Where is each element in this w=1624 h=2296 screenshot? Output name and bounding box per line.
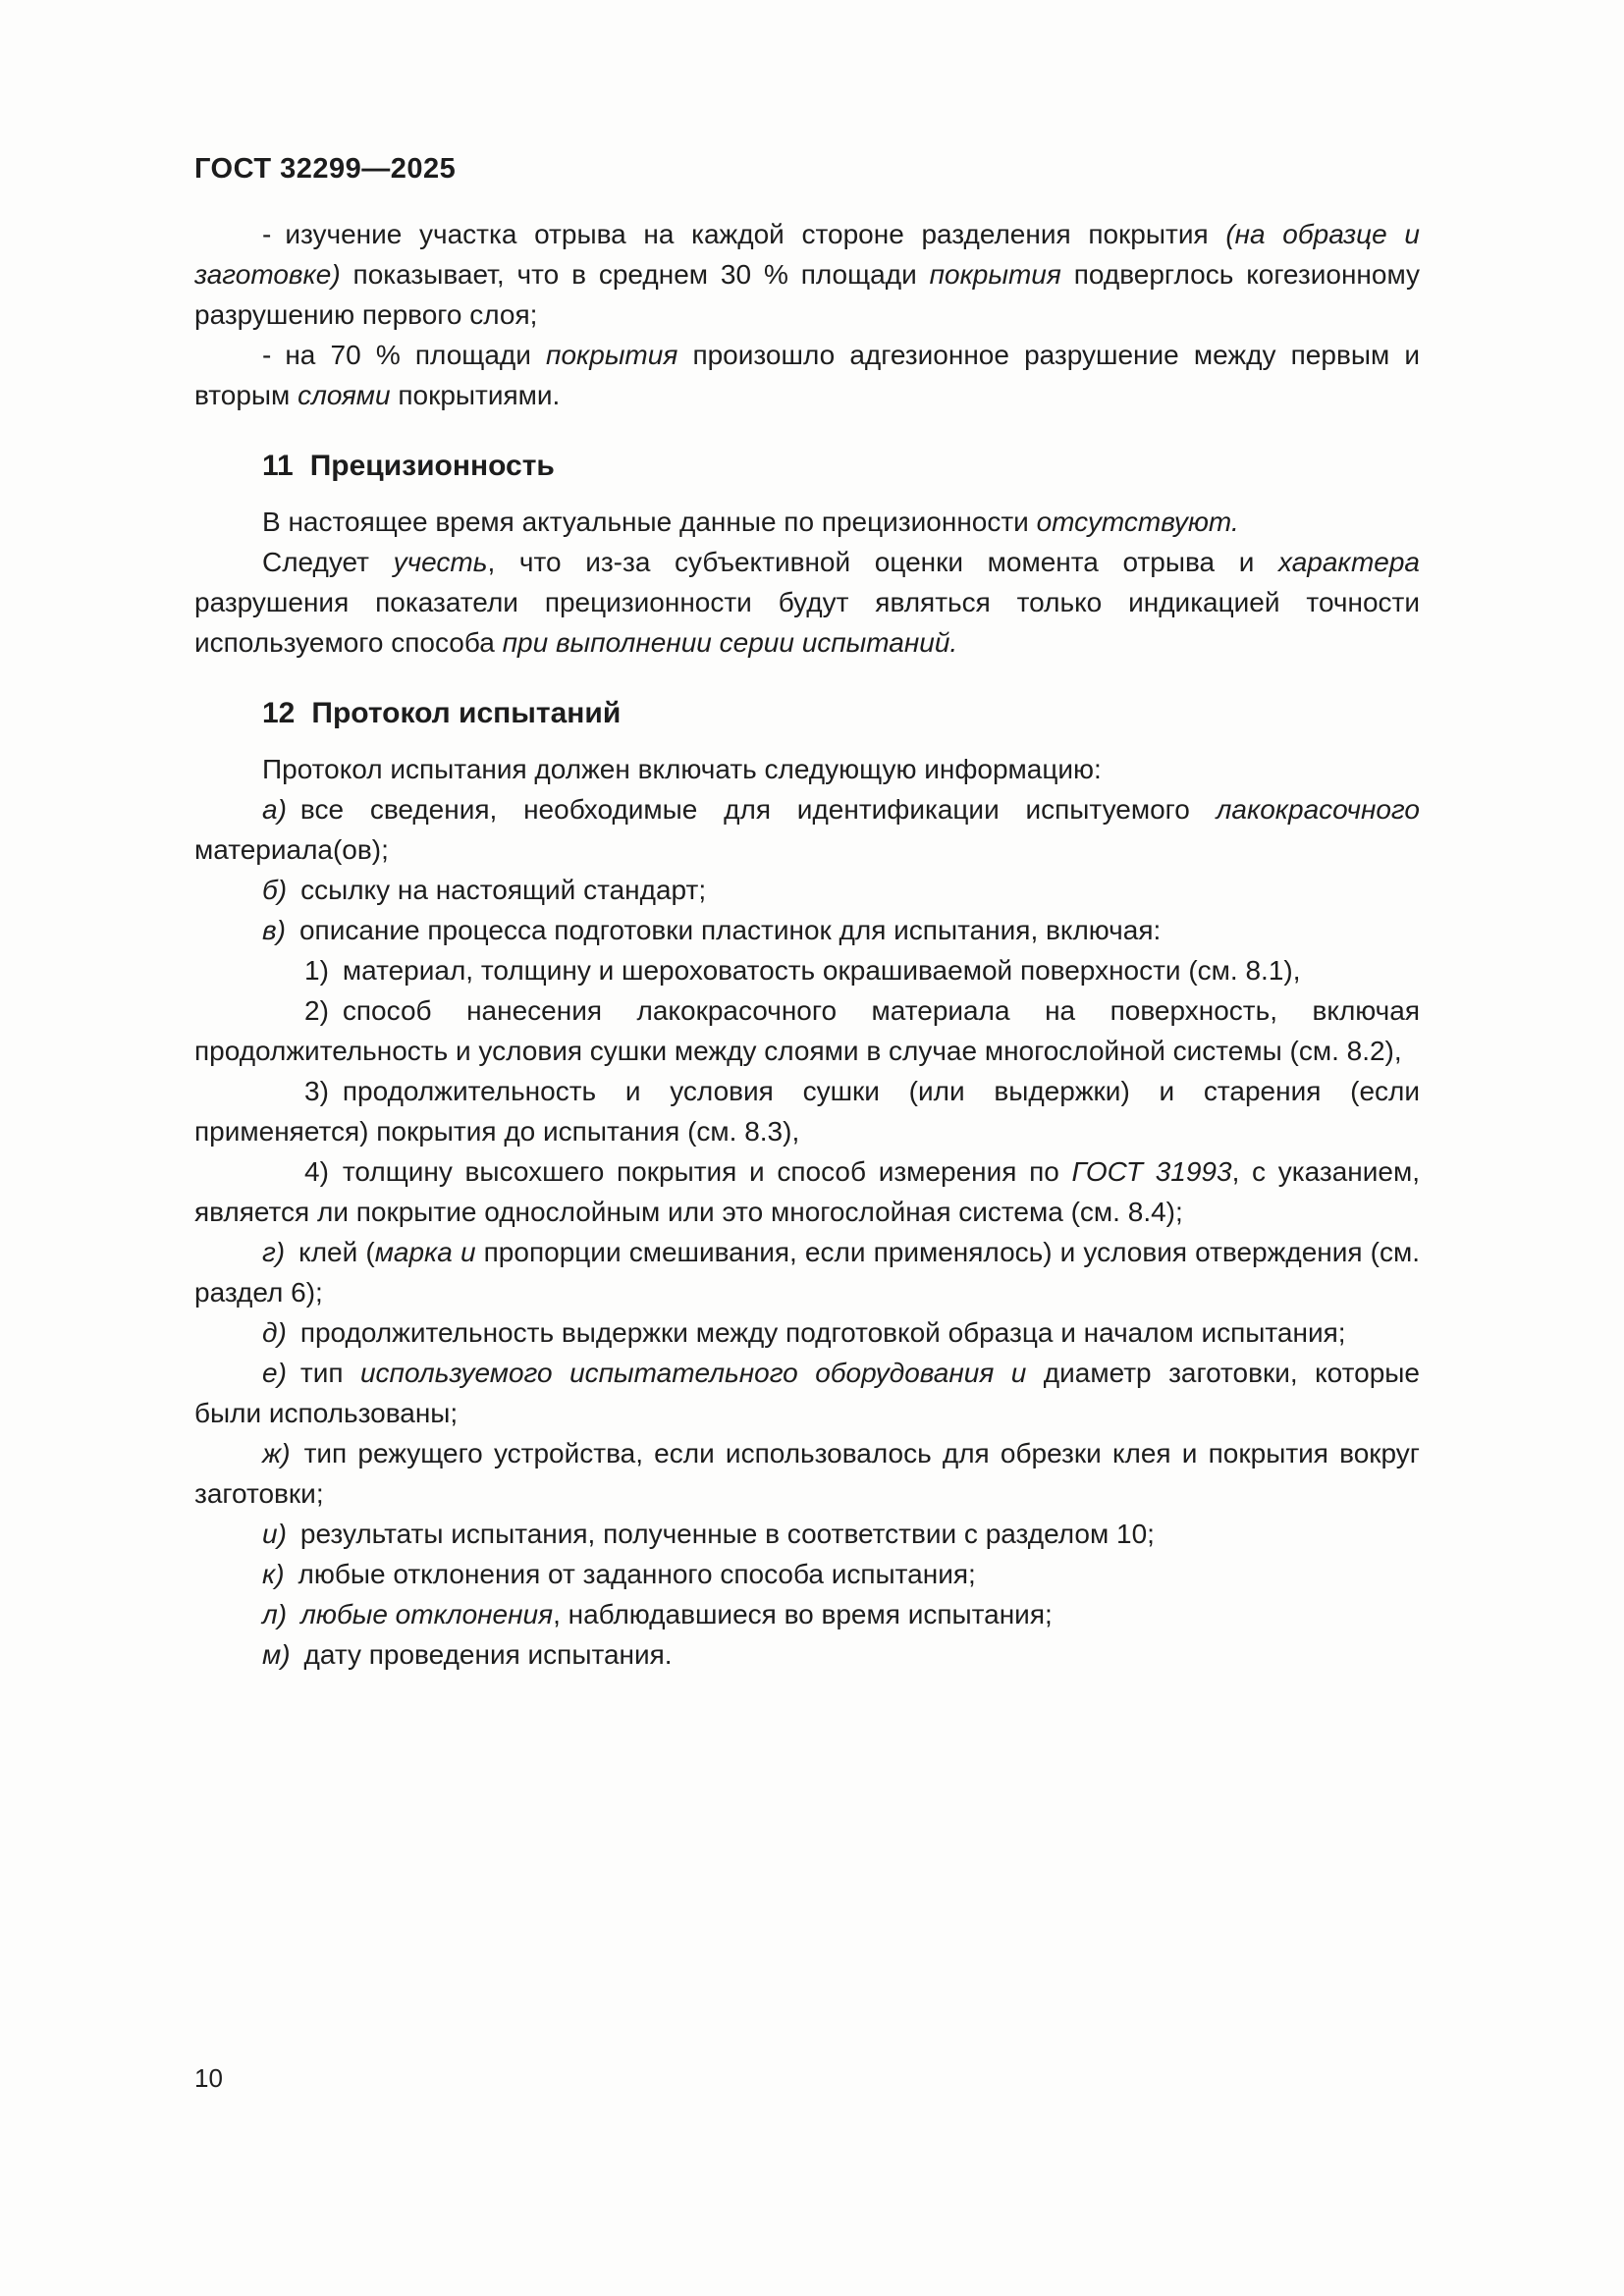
- section-11-title: Прецизионность: [309, 450, 555, 482]
- paragraph: д) продолжительность выдержки между подготовкой образца и началом испытания;: [262, 1317, 1346, 1348]
- paragraph: л) любые отклонения, наблюдавшиеся во время испытания;: [262, 1599, 1053, 1629]
- paragraph: б) ссылку на настоящий стандарт;: [262, 875, 707, 905]
- document-header: ГОСТ 32299—2025: [194, 153, 457, 185]
- paragraph: - на 70 % площади покрытия произошло адгезионное разрушение между первым и вторым слоями покрытиями.: [194, 340, 1420, 410]
- paragraph: - изучение участка отрыва на каждой стороне разделения покрытия (на образце и заготовке) показывает, что в среднем 30 % площади покрытия подверглось когезионному разрушению первого слоя;: [194, 219, 1421, 330]
- paragraph: 3) продолжительность и условия сушки (или выдержки) и старения (если применяется) покрытия до испытания (см. 8.3),: [194, 1076, 1420, 1147]
- section-12-number: 12: [262, 697, 296, 729]
- paragraph: Протокол испытания должен включать следующую информацию:: [262, 754, 1102, 784]
- paragraph: в) описание процесса подготовки пластинок для испытания, включая:: [262, 915, 1162, 945]
- section-12-heading: [194, 692, 1420, 735]
- intro-paragraphs: [194, 214, 1420, 415]
- paragraph: В настоящее время актуальные данные по прецизионности отсутствуют.: [262, 507, 1239, 537]
- section-11-number: 11: [262, 450, 294, 482]
- paragraph: м) дату проведения испытания.: [262, 1639, 673, 1670]
- paragraph: к) любые отклонения от заданного способа испытания;: [262, 1559, 976, 1589]
- paragraph: 2) способ нанесения лакокрасочного материала на поверхность, включая продолжительность и условия сушки между слоями в случае многослойной системы (см. 8.2),: [194, 995, 1420, 1066]
- section-12-paragraphs: [194, 749, 1420, 1675]
- paragraph: е) тип используемого испытательного оборудования и диаметр заготовки, которые были использованы;: [194, 1358, 1420, 1428]
- paragraph: а) все сведения, необходимые для идентификации испытуемого лакокрасочного материала(ов);: [194, 794, 1420, 865]
- paragraph: и) результаты испытания, полученные в соответствии с разделом 10;: [262, 1519, 1155, 1549]
- section-12-title: Протокол испытаний: [311, 697, 622, 729]
- section-11-heading: [194, 445, 1420, 488]
- page-number: 10: [194, 2063, 223, 2093]
- body-text: [194, 214, 1420, 1675]
- paragraph: 4) толщину высохшего покрытия и способ измерения по ГОСТ 31993, с указанием, является ли покрытие однослойным или это многослойная система (см. 8.4);: [194, 1156, 1420, 1227]
- paragraph: ж) тип режущего устройства, если использовалось для обрезки клея и покрытия вокруг заготовки;: [194, 1438, 1420, 1509]
- section-11-paragraphs: [194, 502, 1420, 663]
- paragraph: Следует учесть, что из-за субъективной оценки момента отрыва и характера разрушения показатели прецизионности будут являться только индикацией точности используемого способа при выполнении серии испытаний.: [194, 547, 1420, 658]
- paragraph: г) клей (марка и пропорции смешивания, если применялось) и условия отверждения (см. раздел 6);: [194, 1237, 1420, 1308]
- paragraph: 1) материал, толщину и шероховатость окрашиваемой поверхности (см. 8.1),: [304, 955, 1301, 986]
